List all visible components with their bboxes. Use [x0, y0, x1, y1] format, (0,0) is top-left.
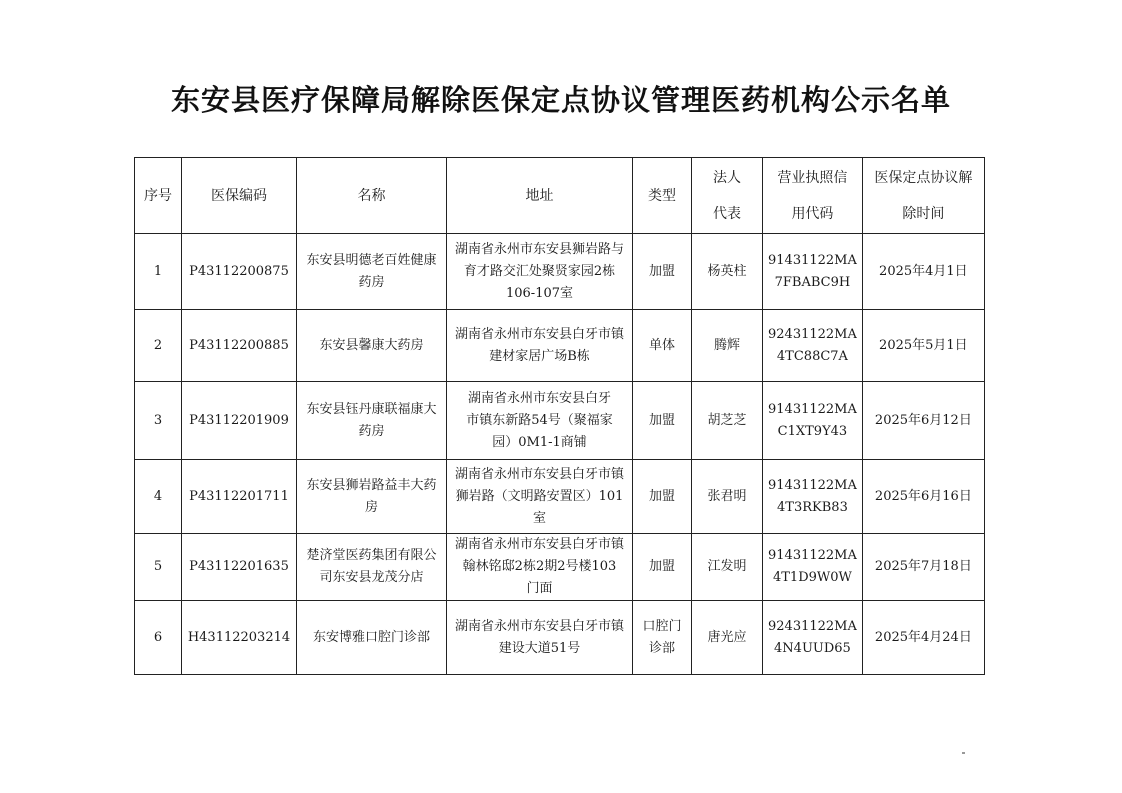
cell-legal: 唐光应	[692, 601, 763, 675]
cell-address: 湖南省永州市东安县白牙 市镇东新路54号（聚福家 园）0M1-1商铺	[447, 382, 633, 460]
header-name: 名称	[297, 158, 447, 234]
cell-date: 2025年4月24日	[862, 601, 984, 675]
cell-legal: 张君明	[692, 460, 763, 534]
cell-address: 湖南省永州市东安县白牙市镇 建材家居广场B栋	[447, 310, 633, 382]
table-row	[135, 382, 985, 460]
table-row	[135, 234, 985, 310]
cell-credit: 91431122MA 4T3RKB83	[763, 460, 863, 534]
cell-legal: 杨英柱	[692, 234, 763, 310]
scan-speck	[962, 752, 965, 754]
cell-name: 楚济堂医药集团有限公 司东安县龙茂分店	[297, 534, 447, 601]
cell-seq: 3	[135, 382, 182, 460]
header-credit: 营业执照信 用代码	[763, 158, 863, 234]
cell-seq: 1	[135, 234, 182, 310]
table-body	[135, 234, 985, 675]
cell-credit: 91431122MA 7FBABC9H	[763, 234, 863, 310]
cell-name: 东安县馨康大药房	[297, 310, 447, 382]
cell-date: 2025年6月16日	[862, 460, 984, 534]
cell-credit: 92431122MA 4TC88C7A	[763, 310, 863, 382]
cell-name: 东安县钰丹康联福康大 药房	[297, 382, 447, 460]
table-header-row	[135, 158, 985, 234]
table-row	[135, 460, 985, 534]
cell-code: P43112200885	[182, 310, 297, 382]
cell-code: P43112201909	[182, 382, 297, 460]
header-code: 医保编码	[182, 158, 297, 234]
cell-code: P43112201711	[182, 460, 297, 534]
cell-seq: 5	[135, 534, 182, 601]
cell-type: 单体	[633, 310, 692, 382]
header-legal: 法人 代表	[692, 158, 763, 234]
cell-credit: 91431122MA C1XT9Y43	[763, 382, 863, 460]
page-title: 东安县医疗保障局解除医保定点协议管理医药机构公示名单	[170, 83, 951, 117]
cell-credit: 92431122MA 4N4UUD65	[763, 601, 863, 675]
header-type: 类型	[633, 158, 692, 234]
cell-code: P43112201635	[182, 534, 297, 601]
table-row	[135, 310, 985, 382]
cell-date: 2025年7月18日	[862, 534, 984, 601]
cell-name: 东安县狮岩路益丰大药 房	[297, 460, 447, 534]
cell-name: 东安博雅口腔门诊部	[297, 601, 447, 675]
header-seq: 序号	[135, 158, 182, 234]
cell-address: 湖南省永州市东安县狮岩路与 育才路交汇处聚贤家园2栋 106-107室	[447, 234, 633, 310]
cell-type: 加盟	[633, 234, 692, 310]
cell-seq: 4	[135, 460, 182, 534]
cell-address: 湖南省永州市东安县白牙市镇 狮岩路（文明路安置区）101 室	[447, 460, 633, 534]
table-row	[135, 601, 985, 675]
cell-type: 加盟	[633, 460, 692, 534]
table-row	[135, 534, 985, 601]
cell-address: 湖南省永州市东安县白牙市镇 翰林铭邸2栋2期2号楼103 门面	[447, 534, 633, 601]
cell-date: 2025年5月1日	[862, 310, 984, 382]
cell-code: P43112200875	[182, 234, 297, 310]
cell-legal: 胡芝芝	[692, 382, 763, 460]
header-date: 医保定点协议解 除时间	[862, 158, 984, 234]
cell-date: 2025年6月12日	[862, 382, 984, 460]
cell-credit: 91431122MA 4T1D9W0W	[763, 534, 863, 601]
header-address: 地址	[447, 158, 633, 234]
cell-date: 2025年4月1日	[862, 234, 984, 310]
cell-type: 口腔门 诊部	[633, 601, 692, 675]
cell-type: 加盟	[633, 382, 692, 460]
institution-table	[134, 157, 985, 675]
cell-seq: 2	[135, 310, 182, 382]
cell-address: 湖南省永州市东安县白牙市镇 建设大道51号	[447, 601, 633, 675]
cell-legal: 江发明	[692, 534, 763, 601]
cell-type: 加盟	[633, 534, 692, 601]
cell-legal: 腾辉	[692, 310, 763, 382]
cell-seq: 6	[135, 601, 182, 675]
cell-name: 东安县明德老百姓健康 药房	[297, 234, 447, 310]
cell-code: H43112203214	[182, 601, 297, 675]
